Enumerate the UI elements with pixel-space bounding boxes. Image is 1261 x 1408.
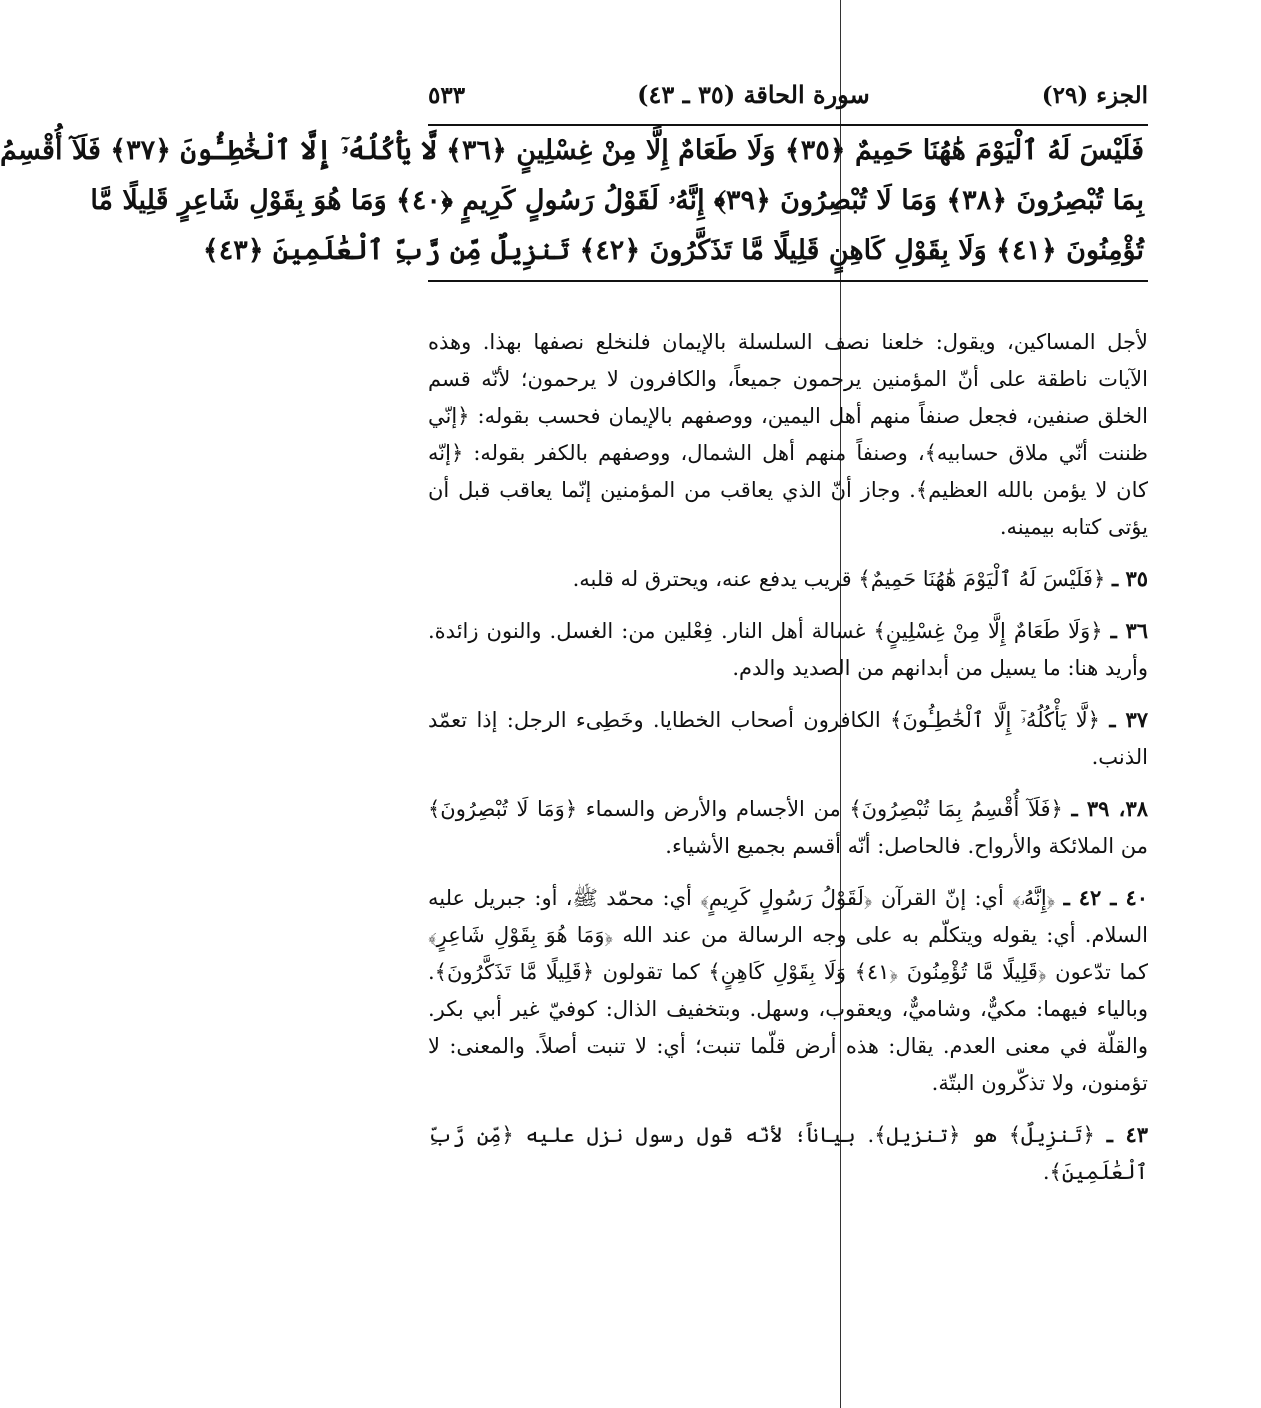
commentary-text: ﴿إِنَّهُۥ﴾ أي: إنّ القرآن ﴿لَقَوْلُ رَسُولٍ كَرِيمٍ﴾ أي: محمّد ﷺ، أو: جبريل عليه السلام. أي: يقوله ويتكلّم به على وجه الرسالة من عند الله ﴿وَمَا هُوَ بِقَوْلِ شَاعِرٍ﴾ كما تدّعون ﴿قَلِيلًا مَّا تُؤْمِنُونَ ﴿٤١﴾ وَلَا بِقَوْلِ كَاهِنٍ﴾ كما تقولون ﴿قَلِيلًا مَّا تَذَكَّرُونَ﴾. وبالياء فيهما: مكيٌّ، وشاميٌّ، ويعقوب، وسهل. وبتخفيف الذال: كوفيّ غير أبي بكر. والقلّة في معنى العدم. يقال: هذه أرض قلّما تنبت؛ أي: لا تنبت أصلاً. والمعنى: لا تؤمنون، ولا تذكّرون البتّة. bbox=[428, 886, 1148, 1095]
commentary-text: ﴿لَّا يَأْكُلُهُۥٓ إِلَّا ٱلْخَٰطِـُٔونَ﴾ الكافرون أصحاب الخطايا. وخَطِىء الرجل: إذا تعمّد الذنب. bbox=[428, 708, 1148, 769]
quran-verses-block bbox=[0, 126, 1148, 274]
commentary-paragraph bbox=[428, 790, 1148, 865]
commentary-text: ﴿فَلَيْسَ لَهُ ٱلْيَوْمَ هَٰهُنَا حَمِيمٌ﴾ قريب يدفع عنه، ويحترق له قلبه. bbox=[572, 567, 1106, 591]
verse-number: ٤٠ ـ ٤٢ ـ bbox=[1063, 885, 1148, 910]
commentary-block bbox=[428, 324, 1148, 1191]
verse-line: فَلَيْسَ لَهُ ٱلْيَوْمَ هَٰهُنَا حَمِيمٌ ﴿٣٥﴾ وَلَا طَعَامٌ إِلَّا مِنْ غِسْلِينٍ ﴿٣٦﴾ لَّا يَأْكُلُهُۥٓ إِلَّا ٱلْخَٰطِـُٔونَ ﴿٣٧﴾ فَلَآ أُقْسِمُ bbox=[0, 135, 1144, 166]
verse-number: ٣٨، ٣٩ ـ bbox=[1071, 796, 1148, 821]
verse-number: ٣٧ ـ bbox=[1109, 707, 1148, 732]
commentary-paragraph bbox=[428, 324, 1148, 546]
page-header bbox=[428, 80, 1148, 126]
commentary-paragraph bbox=[428, 701, 1148, 776]
commentary-paragraph bbox=[428, 560, 1148, 598]
commentary-paragraph bbox=[428, 612, 1148, 687]
page-number: ٥٣٣ bbox=[428, 82, 466, 109]
verse-number: ٣٥ ـ bbox=[1111, 566, 1148, 591]
section-divider bbox=[428, 280, 1148, 282]
commentary-paragraph bbox=[428, 1116, 1148, 1191]
verse-number: ٤٣ ـ bbox=[1106, 1122, 1148, 1147]
juz-label: الجزء (٢٩) bbox=[1041, 82, 1148, 109]
verse-line: بِمَا تُبْصِرُونَ ﴿٣٨﴾ وَمَا لَا تُبْصِرُونَ ﴿٣٩﴾ إِنَّهُۥ لَقَوْلُ رَسُولٍ كَرِيمٍ ﴿٤٠﴾ وَمَا هُوَ بِقَوْلِ شَاعِرٍ قَلِيلًا مَّا bbox=[90, 185, 1144, 216]
verse-line: تُؤْمِنُونَ ﴿٤١﴾ وَلَا بِقَوْلِ كَاهِنٍ قَلِيلًا مَّا تَذَكَّرُونَ ﴿٤٢﴾ تَنزِيلٌ مِّن رَّبِّ ٱلْعَٰلَمِينَ ﴿٤٣﴾ bbox=[202, 235, 1144, 266]
book-page bbox=[0, 80, 1148, 1205]
commentary-paragraph bbox=[428, 879, 1148, 1102]
commentary-text: ﴿تَنزِيلٌ﴾ هو ﴿تنزيل﴾. بياناً؛ لأنّه قول رسول نزل عليه ﴿مِّن رَّبِّ ٱلْعَٰلَمِينَ﴾. bbox=[428, 1123, 1148, 1184]
commentary-text: ﴿وَلَا طَعَامٌ إِلَّا مِنْ غِسْلِينٍ﴾ غسالة أهل النار. فِعْلين من: الغسل. والنون زائدة. وأريد هنا: ما يسيل من أبدانهم من الصديد والدم. bbox=[428, 619, 1148, 680]
commentary-text: ﴿فَلَآ أُقْسِمُ بِمَا تُبْصِرُونَ﴾ من الأجسام والأرض والسماء ﴿وَمَا لَا تُبْصِرُونَ﴾ من الملائكة والأرواح. فالحاصل: أنّه أقسم بجميع الأشياء. bbox=[428, 797, 1148, 858]
commentary-text: لأجل المساكين، ويقول: خلعنا نصف السلسلة بالإيمان فلنخلع نصفها بهذا. وهذه الآيات ناطقة على أنّ المؤمنين يرحمون جميعاً، والكافرون لا يرحمون؛ لأنّه قسم الخلق صنفين، فجعل صنفاً منهم أهل اليمين، ووصفهم بالإيمان فحسب بقوله: ﴿إنّي ظننت أنّي ملاق حسابيه﴾، وصنفاً منهم أهل الشمال، ووصفهم بالكفر بقوله: ﴿إنّه كان لا يؤمن بالله العظيم﴾. وجاز أنّ الذي يعاقب من المؤمنين إنّما يعاقب قبل أن يؤتى كتابه بيمينه. bbox=[428, 330, 1148, 539]
surah-title: سورة الحاقة (٣٥ ـ ٤٣) bbox=[637, 80, 870, 109]
verse-number: ٣٦ ـ bbox=[1110, 618, 1148, 643]
